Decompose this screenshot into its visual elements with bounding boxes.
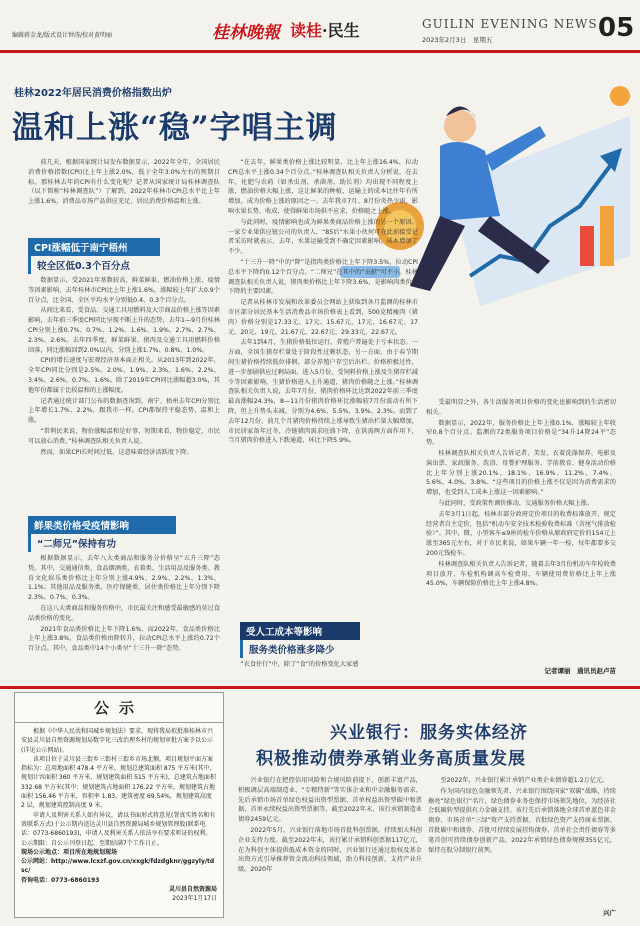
bar-icon: [580, 226, 594, 266]
paragraph: 与此同时，疫情影响也成为鲜果类商品价格上涨的另一个原因。一家专业果供应链公司的负责人、“85后”水果小伙何可在此前接受记者采访时就表示，去年，水果运输受到不确定因素影响，成本增加了不少。: [228, 218, 418, 256]
paragraph: 记者通过统计部门公布的数据查询到，南宁、梧州去年CPI分别比上年增长1.7%、2.2%，跟我市一样，CPI都保持平稳态势，温和上涨。: [28, 397, 220, 425]
section-tag-b: 民生: [327, 21, 360, 40]
article-title: 温和上涨“稳”字唱主调: [12, 110, 338, 146]
article-col2-foot: [228, 660, 418, 682]
ad-title-line1: 兴业银行：服务实体经济: [330, 723, 528, 743]
notice-paragraph: 该项目位于灵川县三街乡三街村三街乡市场北侧，项目规划平面方案指标为：总用地面积 478.4 平方米，规划总建筑面积 875 平方米(其中，规划计容面积 360 平方米，规划建筑面积 515 平方米)，总建筑占地面积 332.68 平方米(其中：规划建筑占地面积 176.22 平方米，规划建筑占地面积 156.46 平方米，容积率 1.83，建筑密度 69.54%，规划建筑高度 2 层，规划建筑控制高度 9 米。: [21, 755, 216, 810]
article-col1-body: [28, 276, 220, 512]
paragraph: 至2022年，兴业银行累计承销产业类企业债券超1.2万亿元。: [440, 777, 609, 784]
newspaper-logo: 桂林晚報: [212, 23, 280, 43]
article-col2: [228, 158, 418, 620]
paragraph: 数据显示，2022年，服务价格比上年上涨0.1%，涨幅较上年收窄0.8个百分点。监测的72类服务项目价格是“34升14降24平”态势。: [426, 419, 616, 447]
notice-paragraph: 申请人及利害关系人如有异议，请以书面形式将意见(署真实姓名和有效联系方式)于公示期内送达灵川县自然资源局城乡规划管理股(联系电话：0773-6860193)，申请人及利害关系人依法享有要求听证的权利。: [21, 811, 216, 838]
section-heading-1b: 较全区低0.3个百分点: [28, 256, 178, 274]
paragraph: 记者从桂林市发展和改革委员会网站上获取到各月监测的桂林市市区部分居民基本生活消费品市场价格表上看到，500克精瘦肉（猪肉）价格分别是17.33元、17元、15.67元、17元、16.67元、17元、20元、19元、21.67元、22.67元、29.33元、22.67元。: [228, 299, 418, 336]
paragraph: 在这八大类商品和服务价格中，市民最关注和感受最敏感的莫过食品类价格的变化。: [28, 604, 220, 622]
section-tag-dot: ·: [322, 21, 328, 40]
paragraph: CPI的增长速度与宏观经济基本面正相关。从2013年到2022年，全年CPI同比分别是2.5%、2.0%、1.9%、2.3%、1.6%、2.2%、3.4%、2.6%、0.7%、1.6%。除了2019年CPI同比涨幅超3.0%，其他年份都属于比较温和的上涨幅度。: [28, 357, 220, 394]
paragraph: 受最明显之外，各生活服务项目价格的变化也影响到的生活密切相关。: [426, 399, 616, 416]
paragraph: 与此同时，受政策性调价推动，交通服务价格大幅上涨。: [438, 499, 594, 507]
paragraph: 2021年食品类价格比上年下降1.6%，而2022年，食品类价格比上年上涨3.8%，食品类价格由降转升，拉动CPI总水平上涨约0.72个百分点。其中，食品类中14个小类呈“十三升一降”态势。: [28, 625, 220, 653]
article-subtitle: 桂林2022年居民消费价格指数出炉: [14, 88, 172, 99]
notice-signer: 灵川县自然资源局: [168, 886, 217, 894]
section-divider: [0, 686, 640, 689]
paragraph: 去年3月1日起，桂林市部分政府定价项目的收费标准放开，规定经营者自主定价，包括“机动车安全技术检验收费标准（含尾气排放检验）”。其中，微、小型客车≤9座的检车价格从原政府定价的154元上涨至365元左右，对于市民来说，如果车辆一年一检，每年都要多交200元钱检车。: [426, 510, 616, 557]
paragraph: 前几天，根据国家统计局发布数据显示，2022年全年，全国居民消费价格指数(CPI)比上年上涨2.0%，低于全年3.0%左右的预期目标。那桂林去年的CPI有什么变化呢？记者从国家统计局桂林调查队（以下简称“桂林调查队”）了解到，2022年桂林市CPI总水平比上年上涨1.6%，消费品市场产品供应充足，居民消费价格温和上涨。: [28, 159, 220, 206]
ad-col2: [428, 776, 616, 906]
ad-source: 兴广: [603, 909, 616, 917]
issue-date: 2023年2月3日 星期五: [422, 36, 493, 44]
paragraph: “十三升一降”中的“降”是指肉类价格比上年下降3.5%，拉动CPI总水平下降约0.12个百分点。“二师兄”在其中的“贡献”可不小。桂林调查队相关负责人说，猪肉类价格比上年下降3.6%，是影响肉类价格下降的主要因素。: [228, 258, 418, 296]
paragraph: 根据数据显示，去年八大类商品和服务分价格呈“五升三降”态势。其中，交通通信类、食品烟酒类、衣着类、生活用品及服务类、教育文化娱乐类价格比上年分别上涨4.9%、2.9%、2.2%、1.3%、1.1%；其他用品及服务类、医疗保健类、居住类价格比上年分别下降2.3%、0.7%、0.3%。: [28, 555, 220, 602]
editors-line: 编辑蒋金龙/版式设计钟涛/校对黄明丽: [12, 32, 113, 39]
notice-date: 2023年1月17日: [172, 895, 217, 903]
section-heading-2a: 鲜果类价格受疫情影响: [28, 516, 176, 534]
notice-title: 公示: [15, 693, 223, 723]
section-heading-3b: 服务类价格涨多降少: [240, 640, 390, 658]
notice-web: 公示网站：http://www.lcxzf.gov.cn/xxgk/fdzdgknr/ggzyly/tdsc/: [21, 858, 215, 875]
notice-body: [15, 723, 223, 908]
paragraph: 兴业银行在把控信用风险和合规风险前提下，创新丰富产品，积极调层高端制造业、“专精特新”等实体企业和中金融服务需求，先后承销市场首单绿色权益出资型票据、首单权益出资型碳中和票据、首单永续权益出资型票据等，截至2022年末，该行承销制造业债券2459亿元。: [238, 777, 422, 824]
paragraph: “在去年，鲜果类价格上涨比较明显，比上年上涨16.4%，拉动CPI总水平上涨0.34个百分点。”桂林调查队相关负责人分析说，在去年，化肥与农药（如杀虫剂、杀菌剂、助长剂）均出现不同程度上涨，燃油价格大幅上涨，这让鲜果的种植、运输上的成本比往年有所增加，成为价格上涨的原因之一。去年我市7月、8月份炎热少雨，影响水果长势、收成，使得鲜果市场供不应求，价格随之上涨。: [228, 159, 418, 215]
paragraph: “衣食住行”中，除了“食”的价格变化大家感: [240, 661, 359, 668]
ad-title-line2: 积极推动债券承销业务高质量发展: [256, 749, 526, 769]
paragraph: 然而，如果CPI长时间过低，这意味着经济活跃度下降。: [40, 448, 193, 456]
section-heading-2b: “二师兄”保持有功: [28, 534, 158, 552]
bar-icon: [600, 206, 614, 266]
notice-period: 公示期限：自公示刊登日起，至期结满7个工作日止。: [21, 839, 163, 847]
article-col1-foot: [28, 554, 220, 682]
public-notice: [14, 692, 224, 918]
section-tag-a: 读桂: [290, 21, 323, 40]
article-col1-intro: [28, 158, 220, 234]
ad-col1: [238, 776, 422, 920]
english-name: GUILIN EVENING NEWS: [422, 17, 598, 31]
article-col3: [426, 398, 616, 660]
paragraph: 作为国内绿色金融领先者，兴业银行围绕国家“双碳”战略，持续擦亮“绿色银行”名片，绿色债券业务也保持市场领先地位，为经济社会低碳转型提供有力金融支持。该行先后承销落地全球首单蓝色非金债券、市场首单“三绿”资产支持票据、首批绿色资产支持商业票据、首批碳中和债券、首批可持续发展挂钩债券、首单社会责任债券等多笔首创可持续债券创新产品，2022年承销绿色债券规模355亿元，保持在股分制银行前列。: [428, 787, 616, 854]
header-rule: [0, 50, 640, 53]
paragraph: 去年1到4月，生猪价格低位运行，养殖户普遍处于亏本状态。一方面，全国生猪存栏量处于阶段性过剩状态，另一方面，由于春节期间生猪价格持续低位徘徊，部分养殖户存空后出栏。价格积极过性，进一步加剧供应过剩局面。进入5月份，受饲料价格上涨及生猪存栏减少等因素影响，生猪价格进入上升通道，猪肉价格随之上涨。”桂林调查队相关负责人说，去年7月份，猪肉价格环比达到2022年前三季度最高涨幅24.3%，8—11月份猪肉价格环比涨幅较7月份波动有所下降，但上升势头未减，分别为4.6%、5.5%、3.9%、2.3%。而到了去年12月份，前几个月猪肉价格持续上涨导致生猪出栏量大幅增加，市民居家备年过冬，冷链猪肉需求旺盛下降，在供需两方面作用下，当月猪肉价格进入下跌通道，环比下降5.9%。: [228, 339, 418, 445]
notice-paragraph: 根据《中华人民共和国城乡规划法》要求，现将我局拟批准桂林市兴安县灵川县自然资源规划局数字化三改治理乡村的规划审批方案予以公示(详见公示网站)。: [21, 728, 214, 754]
paragraph: 从间比来看，受食品、交通工具用燃料及大宗商品价格上涨等因素影响，去年前三季度CPI同比呈现不断上升的态势，去年1—9月份桂林CPI分别上涨0.7%、0.7%、1.2%、1.6%、1.9%、2.7%、2.7%、2.3%、2.6%，去年四季度，鲜菜鲜果、猪肉及交通工具用燃料价格回落，同比涨幅回到2.0%以内，分别上涨1.7%、0.8%、1.0%。: [28, 307, 220, 354]
notice-place: 现场公示地点：项目所在地规划现场: [21, 848, 118, 856]
gear-icon: [610, 86, 630, 106]
section-heading-1a: CPI涨幅低于南宁梧州: [28, 238, 160, 256]
paragraph: 桂林调查队相关负责人告诉记者，随着去年3月份机动车年检收费项目放开，车检机构调高车检费用，车辆使用费价格比上年上涨45.0%，车辆保险价格比上年上涨4.8%。: [426, 560, 616, 588]
paragraph: 数据显示，受2021年基数较高，鲜菜鲜果、燃油价格上涨，疫情等因素影响，去年桂林市CPI比上年上涨1.6%，涨幅较上年扩大0.9个百分点，比全国、全区平均水平分别低0.4、0.3个百分点。: [28, 277, 220, 304]
page-number: 05: [598, 13, 635, 43]
article-byline: 记者谭丽 通讯员赵卢苗: [544, 667, 616, 675]
paragraph: 2022年5月，兴业银行落地市场首批科创票据，持续加大科创企业支持力度。截至2022年末，该行累计承销科创票据117亿元，在为科创主体提供低成本资金的同时，兴业银行还通过股权及基金出资方式引导推荐资金流动科技领域，助力科技创新，支持产业升级。2020年: [238, 826, 422, 874]
paragraph: 桂林调查队相关负责人告诉记者，美发、衣着洗涤保养、电影及演出票、家政服务、洗浴、母婴护理服务、学前教育、健身活动价格比上年分别上涨20.1%、18.1%、16.9%、11.2%、7.4%、5.6%、4.0%、3.8%。“这些项目的价格上涨不仅是因为消费需求的增加，也受到人工成本上涨这一因素影响。”: [426, 449, 616, 497]
notice-tel: 咨询电话：0773-6860193: [21, 876, 100, 884]
section-heading-3a: 受人工成本等影响: [240, 622, 360, 640]
paragraph: “常利民来说，物价涨幅温和是好事，短期来看，物价稳定，市民可以放心消费。”桂林调查队相关负责人说。: [28, 427, 220, 445]
section-tag: [290, 18, 360, 41]
